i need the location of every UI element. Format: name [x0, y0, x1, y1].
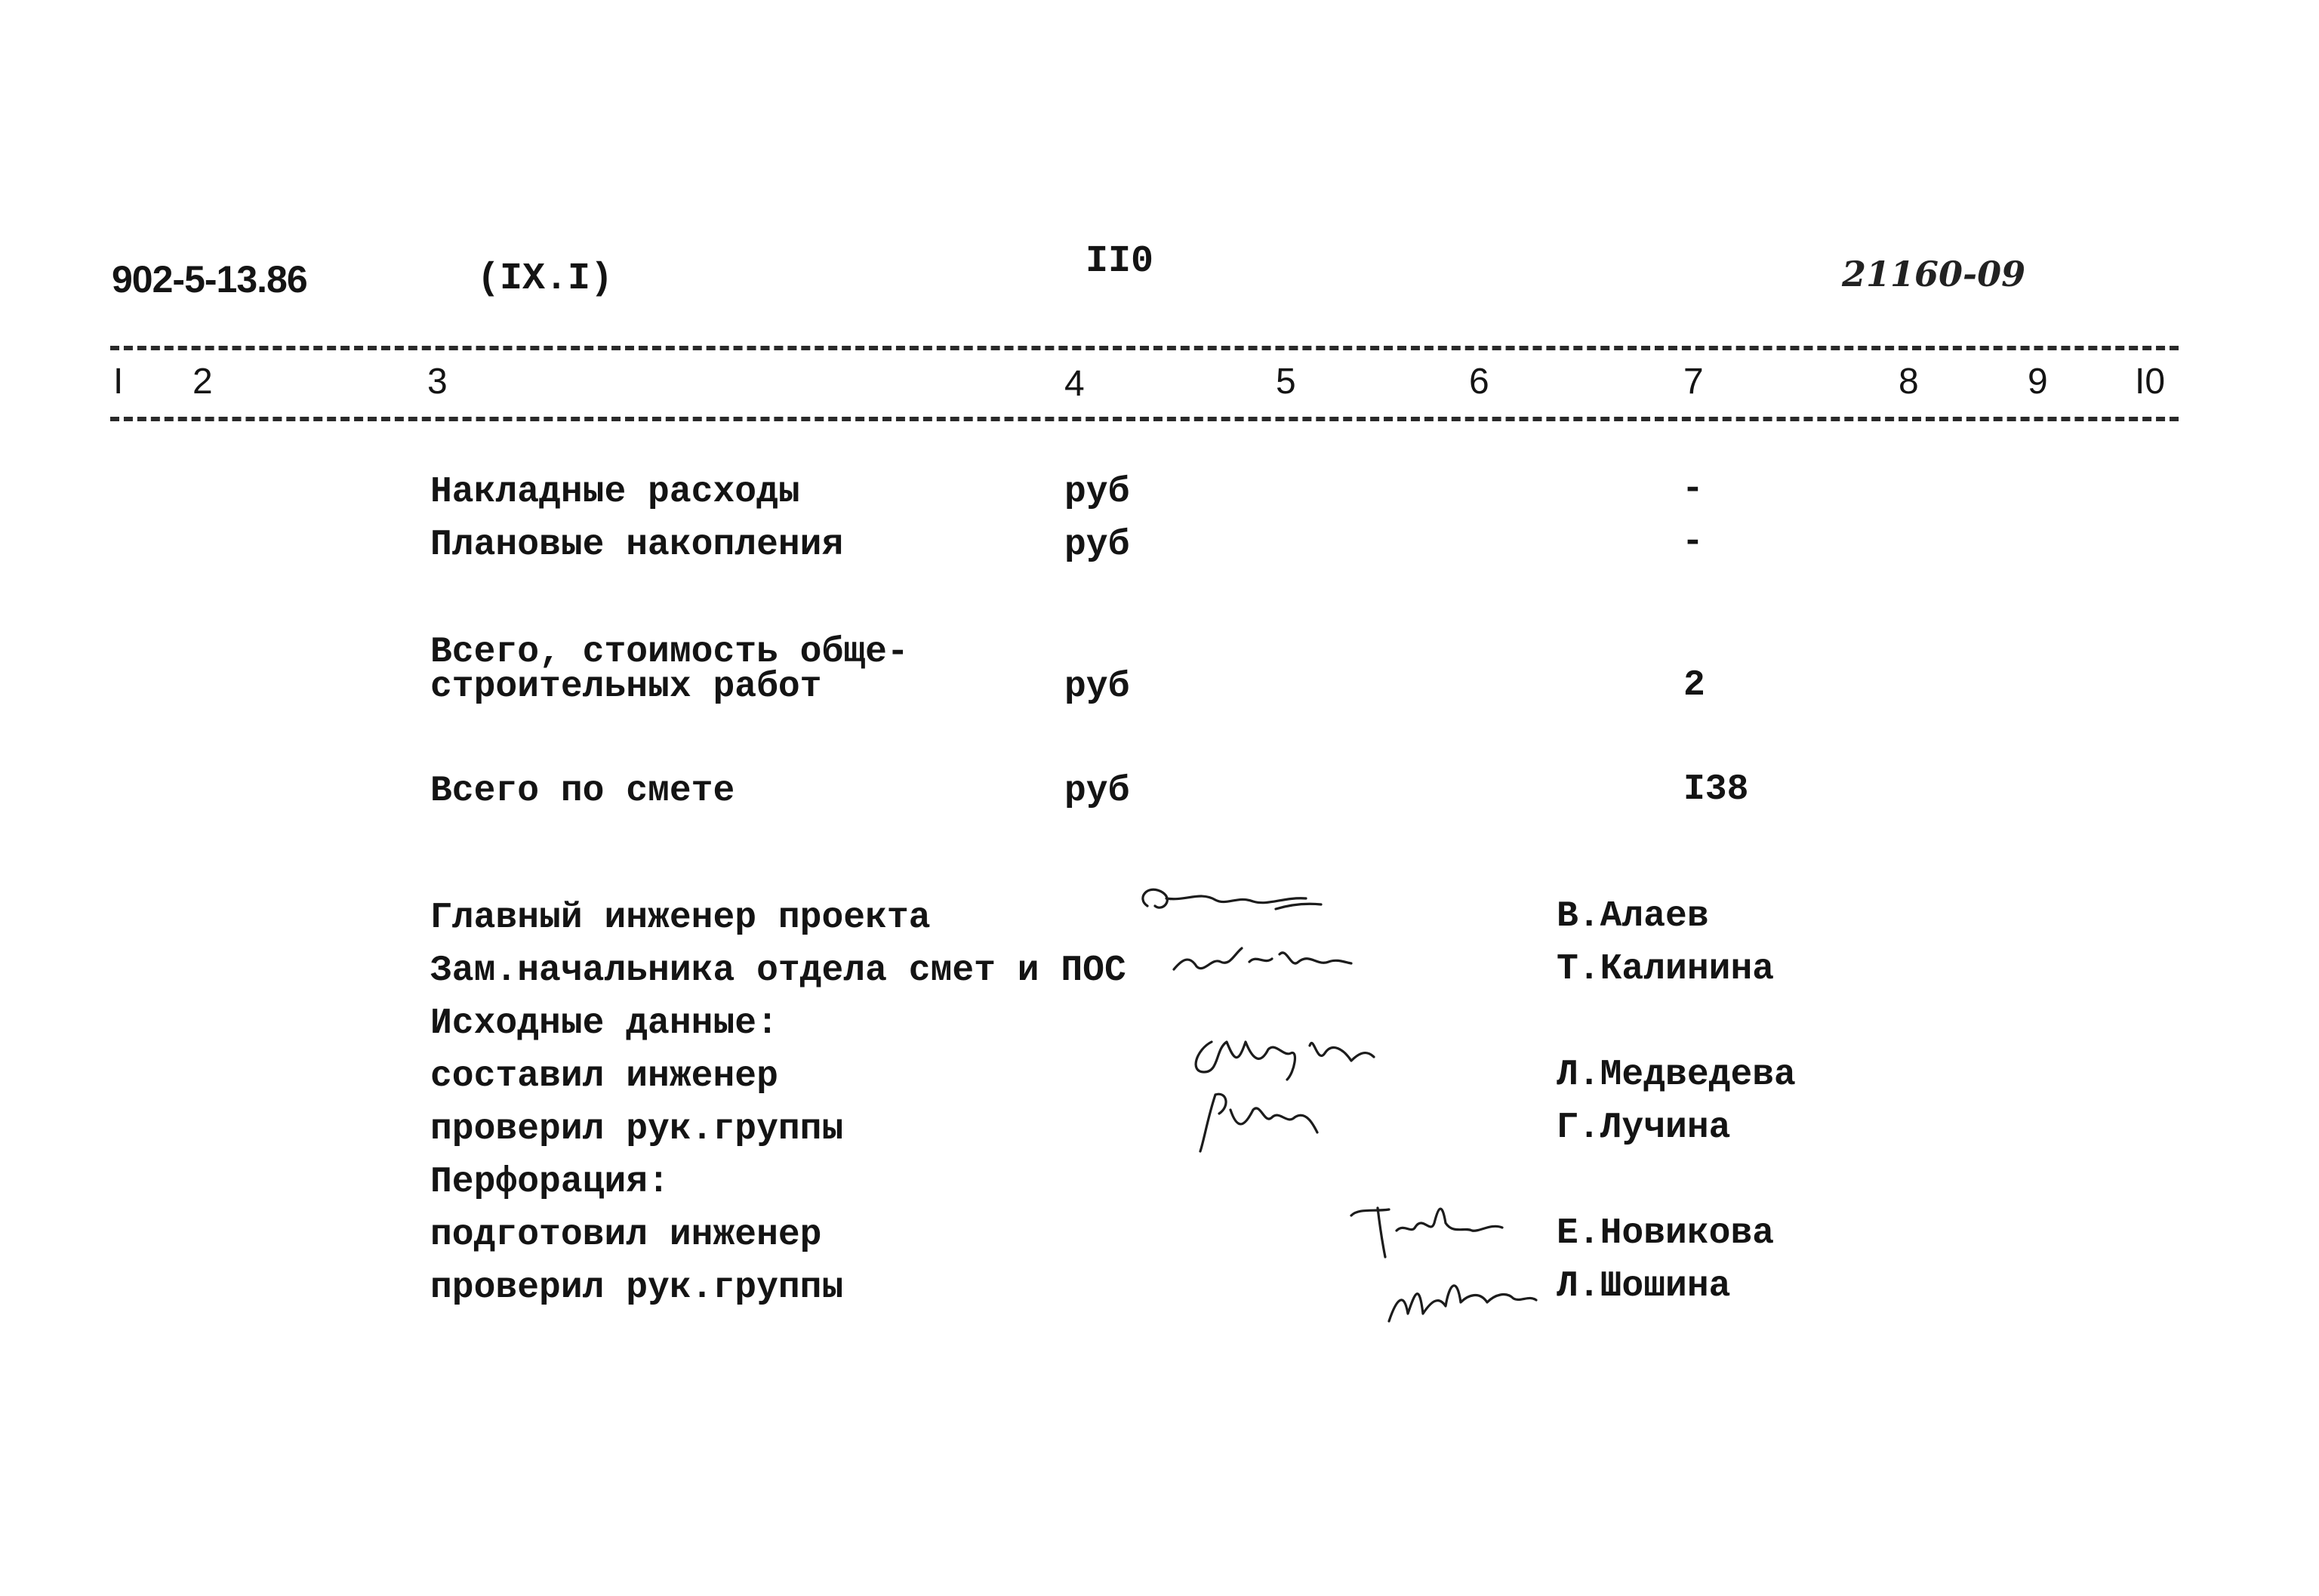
- column-number-5: 5: [1276, 362, 1296, 402]
- row-construction-total-value: 2: [1683, 665, 1705, 706]
- handwritten-signature: [1181, 1019, 1393, 1087]
- project-code: 902-5-13.86: [112, 258, 307, 300]
- column-number-6: 6: [1469, 362, 1489, 402]
- column-number-1: I: [113, 362, 124, 402]
- signature-role: Зам.начальника отдела смет и ПОС: [430, 951, 1126, 991]
- section-code: (IX.I): [477, 257, 614, 300]
- row-overhead-unit: руб: [1064, 472, 1130, 513]
- section-heading-source-data: Исходные данные:: [430, 1003, 778, 1044]
- row-planned-savings-label: Плановые накопления: [430, 525, 844, 565]
- handwritten-signature: [1166, 932, 1363, 984]
- archive-number: 21160-09: [1842, 254, 2026, 294]
- row-overhead-label: Накладные расходы: [430, 472, 800, 513]
- signature-role: проверил рук.группы: [430, 1109, 844, 1150]
- row-construction-total-label-line1: Всего, стоимость обще-: [430, 632, 909, 673]
- section-heading-perforation: Перфорация:: [430, 1162, 670, 1203]
- row-estimate-total-label: Всего по смете: [430, 771, 735, 812]
- signature-name: Л.Шошина: [1557, 1266, 1731, 1307]
- column-number-10: I0: [2135, 362, 2166, 402]
- row-planned-savings-value: -: [1682, 522, 1704, 562]
- signature-name: Г.Лучина: [1557, 1108, 1731, 1148]
- row-construction-total-unit: руб: [1064, 667, 1130, 707]
- header-top-rule: [110, 346, 2179, 350]
- header-bottom-rule: [110, 417, 2179, 421]
- page-number: II0: [1086, 240, 1154, 283]
- signature-name: Т.Калинина: [1557, 949, 1775, 990]
- handwritten-signature: [1374, 1261, 1548, 1329]
- signature-role: проверил рук.группы: [430, 1268, 844, 1308]
- column-number-2: 2: [192, 362, 213, 402]
- row-estimate-total-value: I38: [1683, 769, 1749, 810]
- signature-name: Л.Медведева: [1557, 1055, 1796, 1095]
- column-number-7: 7: [1683, 362, 1704, 402]
- row-planned-savings-unit: руб: [1064, 525, 1130, 565]
- handwritten-signature: [1132, 876, 1329, 929]
- row-overhead-value: -: [1682, 469, 1704, 510]
- signature-role: Главный инженер проекта: [430, 898, 931, 938]
- row-construction-total-label-line2: строительных работ: [430, 667, 822, 707]
- column-number-8: 8: [1899, 362, 1919, 402]
- column-number-3: 3: [427, 362, 448, 402]
- signature-role: подготовил инженер: [430, 1215, 822, 1256]
- signature-name: В.Алаев: [1557, 896, 1709, 937]
- signature-name: Е.Новикова: [1557, 1213, 1775, 1254]
- column-number-9: 9: [2028, 362, 2048, 402]
- column-number-4: 4: [1064, 364, 1085, 404]
- handwritten-signature: [1185, 1080, 1351, 1163]
- row-estimate-total-unit: руб: [1064, 771, 1130, 812]
- handwritten-signature: [1344, 1193, 1525, 1261]
- signature-role: составил инженер: [430, 1056, 778, 1097]
